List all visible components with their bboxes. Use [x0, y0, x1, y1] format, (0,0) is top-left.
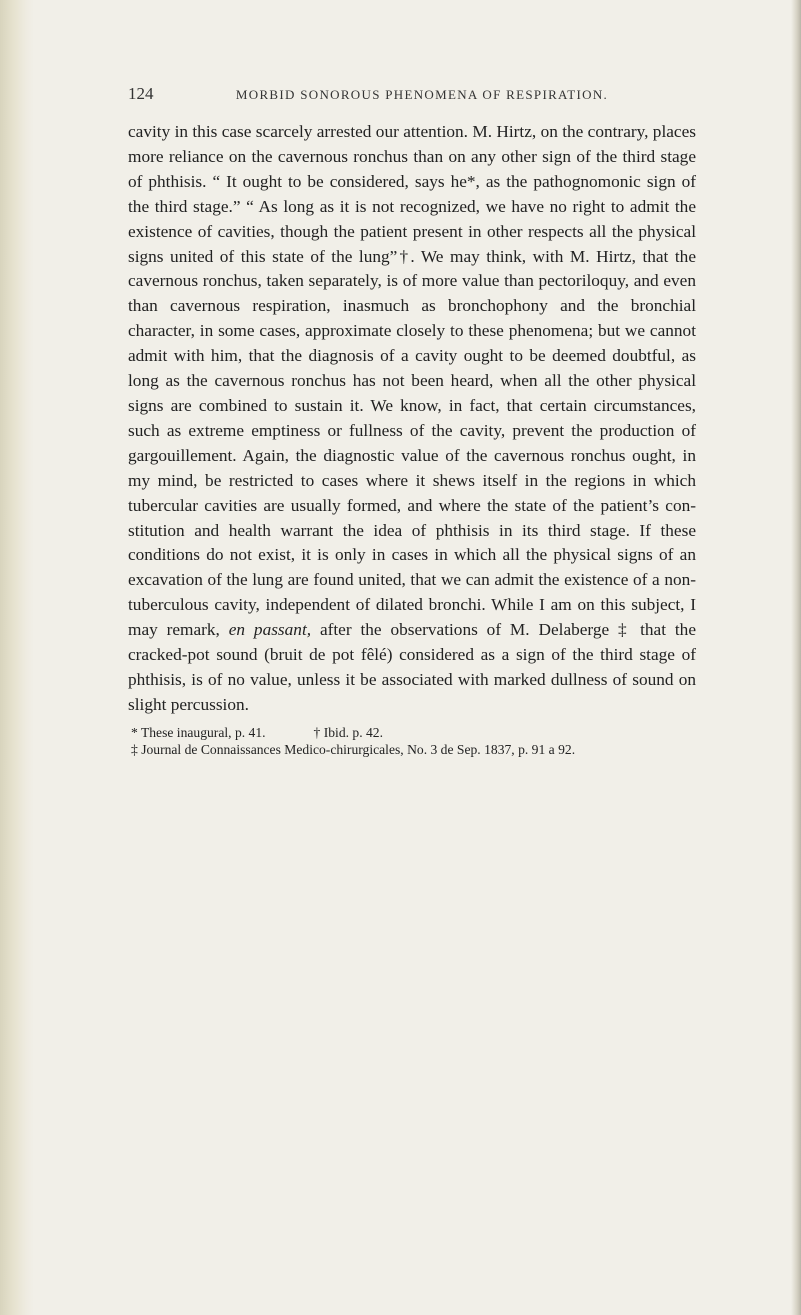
paragraph-text-part2: after the observations of M. Delaberge ‡ that the cracked-pot sound (bruit de pot fêlé) considered as a sign of the third stage of phthisis, is of no value, unless it be associated with marked dullness of sound on slight percussion. [128, 620, 696, 714]
footnote-line-1 [128, 724, 696, 742]
running-title: MORBID SONOROUS PHENOMENA OF RESPIRATION. [235, 87, 609, 102]
paragraph [128, 120, 696, 718]
footnote-3: ‡ Journal de Connaissances Medico-chirurgicales, No. 3 de Sep. 1837, p. 91 a 92. [131, 742, 576, 758]
footnote-2: † Ibid. p. 42. [313, 724, 384, 740]
book-page [128, 84, 696, 759]
page-binding-shadow [0, 0, 34, 1315]
footnote-line-2 [128, 741, 696, 759]
page-number: 124 [128, 84, 154, 103]
footnotes [128, 724, 696, 759]
paragraph-text-part1: cavity in this case scarcely arrested our attention. M. Hirtz, on the contrary, places more reliance on the cavernous ronchus than on any other sign of the third stage of phthisis. “ It ought to be considered, says he*, as the pathognomonic sign of the third stage.” “ As long as it is not recognized, we have no right to admit the existence of cavities, though the patient present in other respects all the physical signs united of this state of the lung”†. We may think, with M. Hirtz, that the cavernous ronchus, taken separately, is of more value than pectoriloquy, and even than cavernous respiration, inasmuch as bronchophony and the bronchial character, in some cases, approximate closely to these phenomena; but we cannot admit with him, that the diagnosis of a cavity ought to be deemed doubtful, as long as the cavernous ronchus has not been heard, when all the other physical signs are combined to sustain it. We know, in fact, that certain circumstances, such as extreme emptiness or fullness of the cavity, prevent the production of gargouillement. Again, the diagnostic value of the cavernous ronchus ought, in my mind, be restricted to cases where it shews itself in the regions in which tubercular cavities are usually formed, and where the state of the patient’s constitution and health warrant the idea of phthisis in its third stage. If these conditions do not exist, it is only in cases in which all the physical signs of an excavation of the lung are found united, that we can admit the existence of a non-tuberculous cavity, independent of dilated bronchi. While I am on this subject, I may remark, [128, 122, 696, 640]
italic-phrase: en passant, [228, 620, 312, 640]
footnote-1: * These inaugural, p. 41. [131, 724, 266, 740]
running-header [128, 84, 696, 108]
body-text [128, 120, 696, 718]
page-edge-shadow [791, 0, 801, 1315]
